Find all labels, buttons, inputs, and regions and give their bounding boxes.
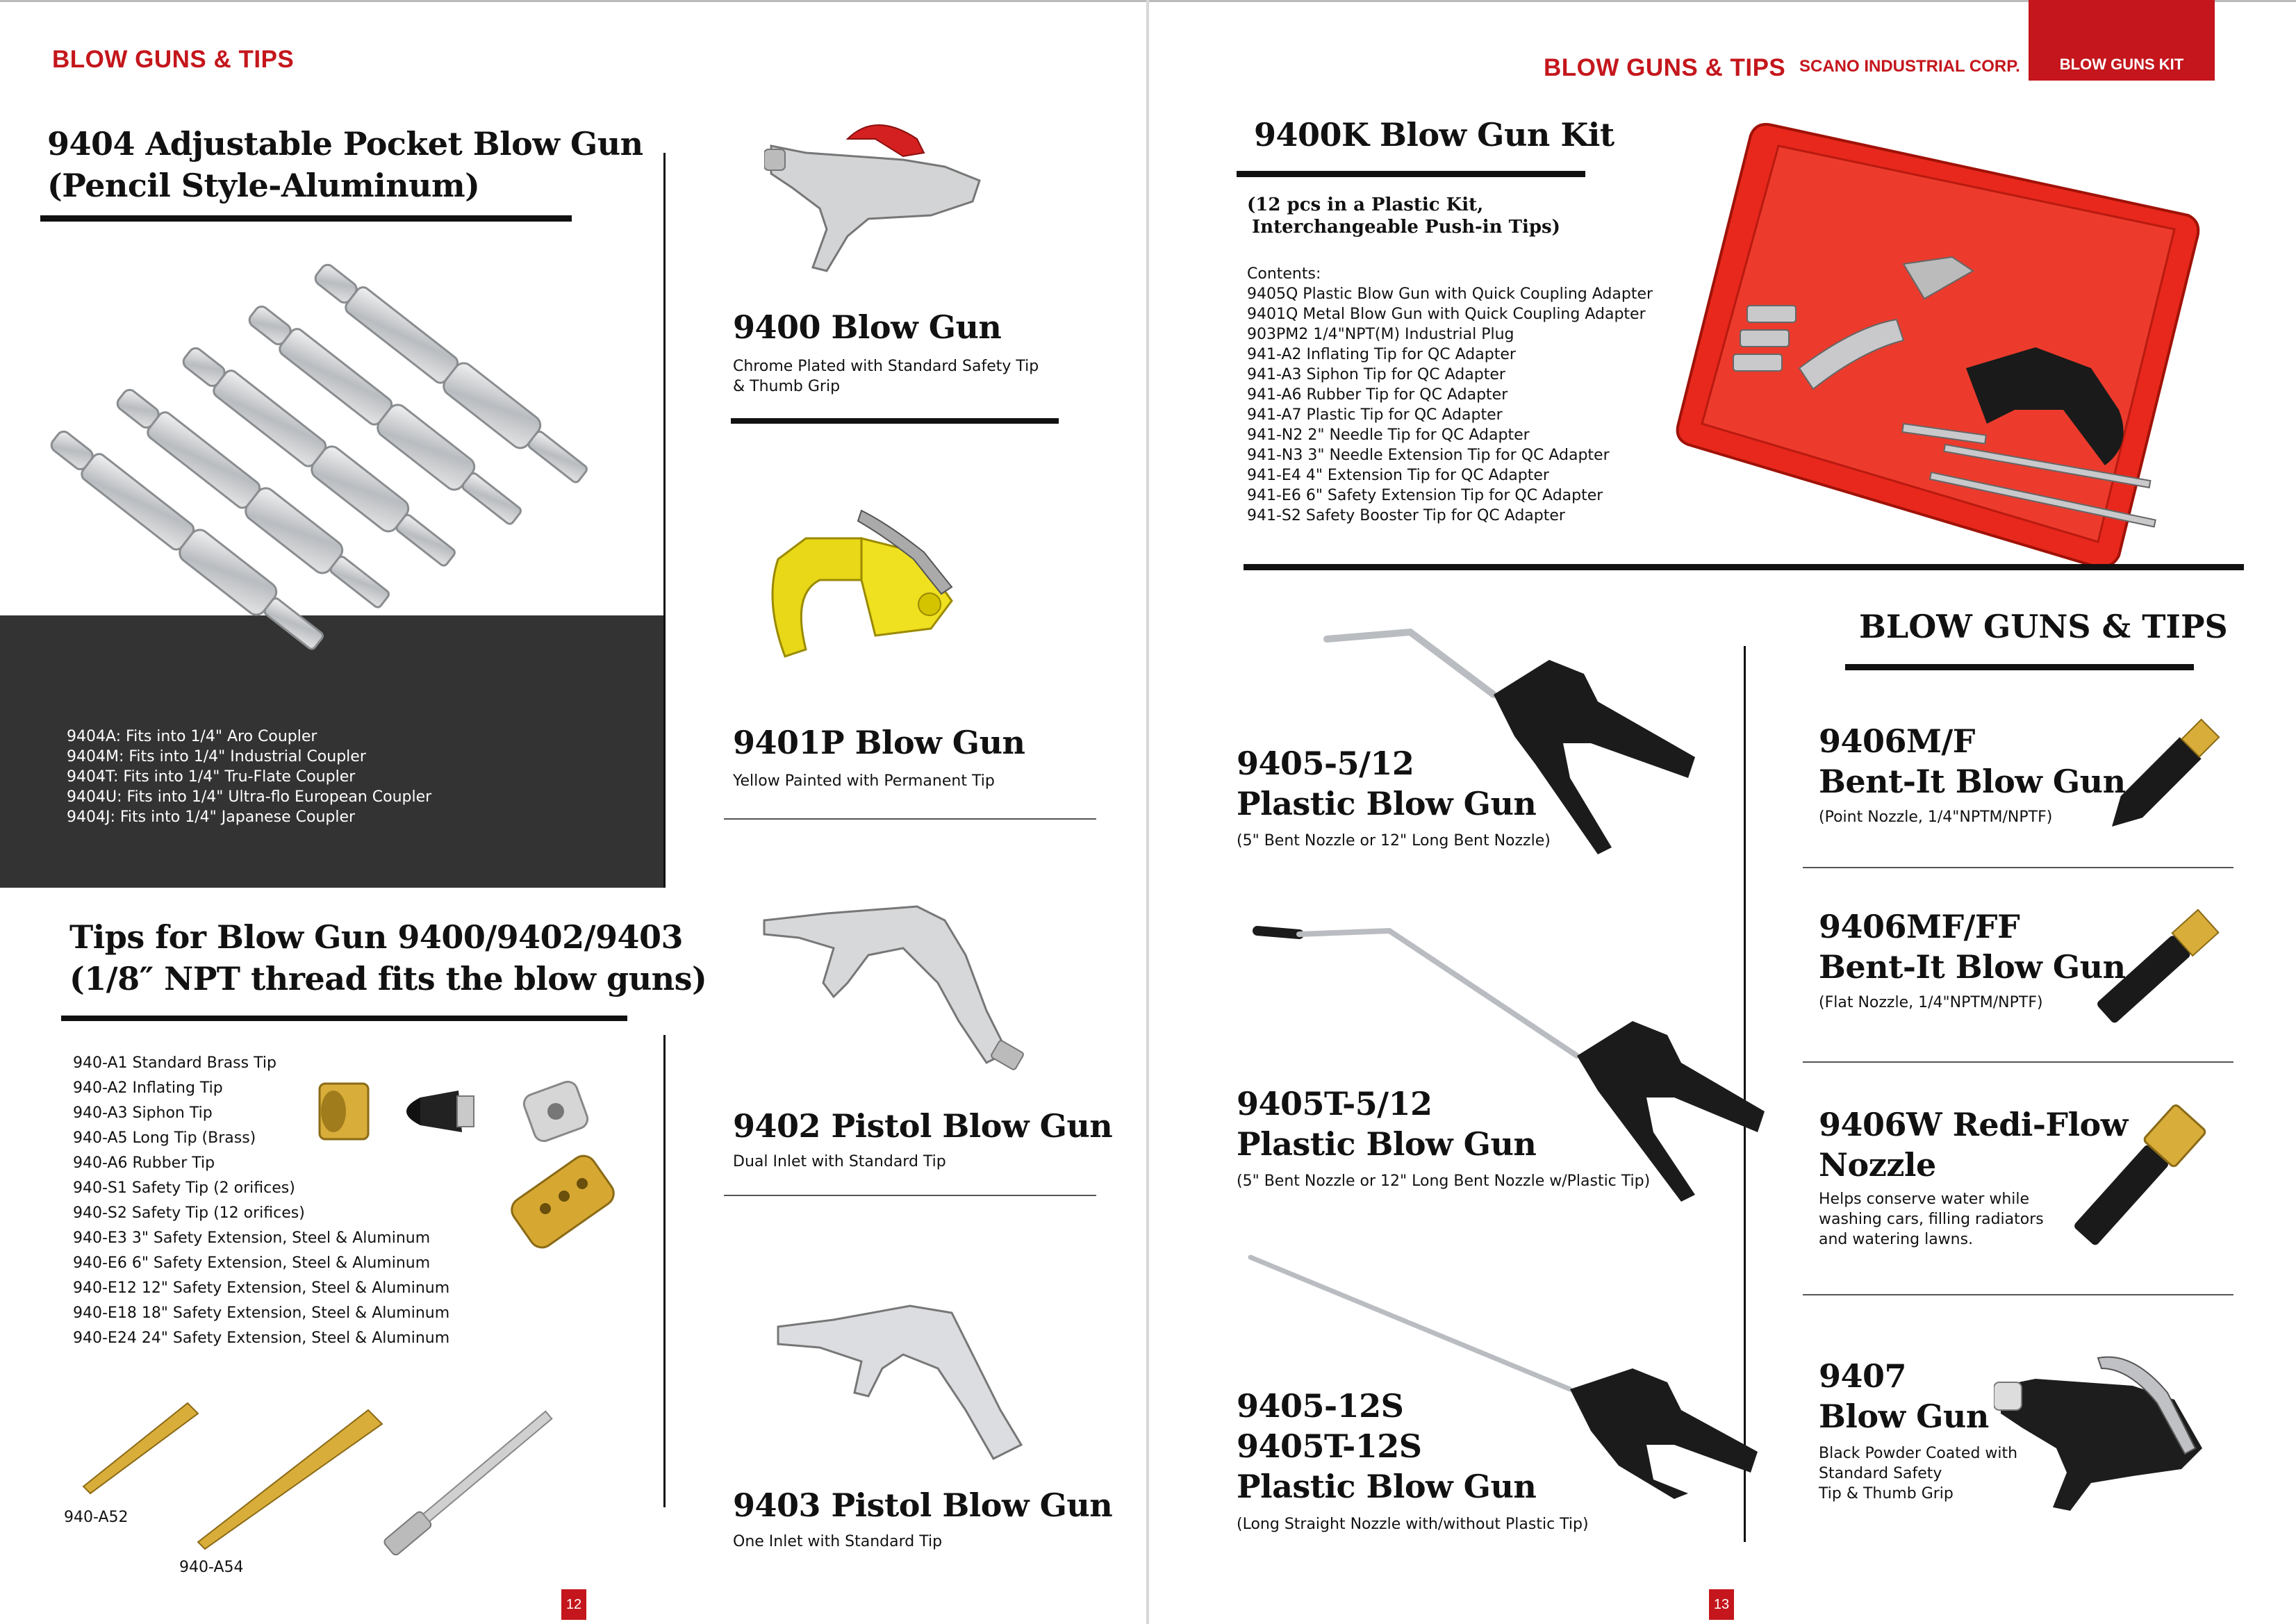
p9406mf-title-line1: 9406M/F bbox=[1819, 722, 1975, 760]
list-item: 940-A1 Standard Brass Tip bbox=[73, 1054, 276, 1072]
p9402-title: 9402 Pistol Blow Gun bbox=[733, 1107, 1113, 1145]
rubber-tip-icon bbox=[406, 1091, 474, 1132]
label-940-a52: 940-A52 bbox=[64, 1509, 129, 1526]
long-tips-image bbox=[69, 1382, 597, 1570]
p9405t-desc: (5" Bent Nozzle or 12" Long Bent Nozzle w/Plastic Tip) bbox=[1237, 1173, 1651, 1190]
list-item: 940-E18 18" Safety Extension, Steel & Aluminum bbox=[73, 1304, 450, 1322]
p9406mfff-desc: (Flat Nozzle, 1/4"NPTM/NPTF) bbox=[1819, 994, 2043, 1011]
p9406mf-divider bbox=[1803, 867, 2233, 868]
list-item: 940-A5 Long Tip (Brass) bbox=[73, 1129, 256, 1147]
list-item: 9404T: Fits into 1/4" Tru-Flate Coupler bbox=[67, 768, 356, 786]
list-item: 940-E3 3" Safety Extension, Steel & Aluminum bbox=[73, 1229, 431, 1247]
p9406mfff-title-line2: Bent-It Blow Gun bbox=[1819, 948, 2126, 986]
p9403-title: 9403 Pistol Blow Gun bbox=[733, 1486, 1113, 1524]
list-item: 9404M: Fits into 1/4" Industrial Coupler bbox=[67, 748, 366, 765]
p9401p-divider bbox=[724, 818, 1096, 820]
p9405-12s-title-line2: 9405T-12S bbox=[1237, 1427, 1422, 1465]
bent-it-flat-nozzle-image bbox=[2091, 903, 2251, 1028]
list-item: 941-N2 2" Needle Tip for QC Adapter bbox=[1247, 426, 1530, 444]
p9406w-title-line2: Nozzle bbox=[1819, 1146, 1936, 1184]
redi-flow-nozzle-image bbox=[2070, 1097, 2237, 1250]
list-item: 940-E6 6" Safety Extension, Steel & Aluminum bbox=[73, 1254, 431, 1272]
list-item: 940-A2 Inflating Tip bbox=[73, 1079, 223, 1097]
p9403-desc: One Inlet with Standard Tip bbox=[733, 1533, 943, 1550]
right-section-underline bbox=[1845, 664, 2194, 670]
p9402-desc: Dual Inlet with Standard Tip bbox=[733, 1153, 946, 1170]
p9405-title-line2: Plastic Blow Gun bbox=[1237, 785, 1537, 822]
p9406w-divider bbox=[1803, 1294, 2233, 1295]
p9405-desc: (5" Bent Nozzle or 12" Long Bent Nozzle) bbox=[1237, 832, 1551, 850]
blow-gun-9400-image bbox=[764, 97, 1000, 278]
list-item: 941-A2 Inflating Tip for QC Adapter bbox=[1247, 346, 1516, 363]
p9400-title: 9400 Blow Gun bbox=[733, 308, 1002, 346]
page-number: 12 bbox=[565, 1597, 582, 1612]
p9404-title-line2: (Pencil Style-Aluminum) bbox=[47, 167, 480, 204]
p9406w-desc-line1: Helps conserve water while bbox=[1819, 1191, 2030, 1208]
list-item: 9405Q Plastic Blow Gun with Quick Coupling Adapter bbox=[1247, 285, 1653, 303]
right-page-number-badge bbox=[1709, 1589, 1734, 1620]
p9400-desc-line2: & Thumb Grip bbox=[733, 378, 841, 395]
list-item: 941-E6 6" Safety Extension Tip for QC Adapter bbox=[1247, 487, 1603, 504]
p9405-12s-desc: (Long Straight Nozzle with/without Plastic Tip) bbox=[1237, 1516, 1589, 1533]
p9400-desc-line1: Chrome Plated with Standard Safety Tip bbox=[733, 358, 1039, 375]
section-tab-label: BLOW GUNS KIT bbox=[2059, 56, 2184, 73]
p9405-title-line1: 9405-5/12 bbox=[1237, 745, 1414, 782]
page-fold bbox=[1146, 0, 1149, 1624]
blow-gun-9401p-image bbox=[764, 497, 1000, 684]
bent-it-point-nozzle-image bbox=[2098, 715, 2251, 840]
kit-contents-label: Contents: bbox=[1247, 265, 1321, 283]
list-item: 940-A6 Rubber Tip bbox=[73, 1154, 215, 1172]
kit-title: 9400K Blow Gun Kit bbox=[1254, 116, 1614, 154]
p9400-underline bbox=[731, 418, 1059, 424]
list-item: 940-E24 24" Safety Extension, Steel & Aluminum bbox=[73, 1329, 450, 1347]
p9405-12s-title-line3: Plastic Blow Gun bbox=[1237, 1468, 1537, 1505]
page-number: 13 bbox=[1713, 1597, 1730, 1612]
kit-section-underline bbox=[1244, 564, 2244, 570]
list-item: 941-E4 4" Extension Tip for QC Adapter bbox=[1247, 467, 1549, 484]
p9401p-title: 9401P Blow Gun bbox=[733, 724, 1025, 761]
right-header: BLOW GUNS & TIPS bbox=[1544, 54, 1786, 81]
list-item: 903PM2 1/4"NPT(M) Industrial Plug bbox=[1247, 326, 1514, 343]
p9406mfff-divider bbox=[1803, 1061, 2233, 1063]
p9407-desc-line3: Tip & Thumb Grip bbox=[1819, 1485, 1954, 1502]
list-item: 941-A3 Siphon Tip for QC Adapter bbox=[1247, 366, 1505, 383]
list-item: 9401Q Metal Blow Gun with Quick Coupling Adapter bbox=[1247, 306, 1646, 323]
left-col-divider-top bbox=[663, 153, 666, 888]
p9407-title-line1: 9407 bbox=[1819, 1357, 1907, 1395]
kit-title-underline bbox=[1237, 171, 1585, 177]
list-item: 941-S2 Safety Booster Tip for QC Adapter bbox=[1247, 507, 1565, 524]
p9406mf-title-line2: Bent-It Blow Gun bbox=[1819, 763, 2126, 800]
p9405t-title-line1: 9405T-5/12 bbox=[1237, 1085, 1432, 1122]
list-item: 941-N3 3" Needle Extension Tip for QC Adapter bbox=[1247, 447, 1610, 464]
list-item: 941-A6 Rubber Tip for QC Adapter bbox=[1247, 386, 1508, 404]
kit-subtitle-line1: (12 pcs in a Plastic Kit, bbox=[1247, 194, 1484, 215]
p9406w-desc-line3: and watering lawns. bbox=[1819, 1231, 1974, 1248]
right-section-title: BLOW GUNS & TIPS bbox=[1859, 608, 2228, 645]
blow-gun-9407-image bbox=[1994, 1344, 2244, 1525]
list-item: 940-E12 12" Safety Extension, Steel & Aluminum bbox=[73, 1279, 450, 1297]
tips-image bbox=[306, 1070, 639, 1306]
left-col-divider-bottom bbox=[663, 1035, 666, 1507]
company-name: SCANO INDUSTRIAL CORP. bbox=[1799, 57, 2020, 76]
p9405t-title-line2: Plastic Blow Gun bbox=[1237, 1125, 1537, 1163]
p9401p-desc: Yellow Painted with Permanent Tip bbox=[733, 772, 995, 790]
p9406mfff-title-line1: 9406MF/FF bbox=[1819, 908, 2020, 945]
p9402-divider bbox=[724, 1195, 1096, 1196]
tips-title-line1: Tips for Blow Gun 9400/9402/9403 bbox=[69, 918, 684, 956]
p9406mf-desc: (Point Nozzle, 1/4"NPTM/NPTF) bbox=[1819, 809, 2053, 826]
safety-tip-icon bbox=[507, 1151, 619, 1252]
list-item: 9404J: Fits into 1/4" Japanese Coupler bbox=[67, 809, 356, 826]
siphon-tip-icon bbox=[521, 1079, 590, 1143]
p9407-title-line2: Blow Gun bbox=[1819, 1398, 1989, 1435]
p9405-12s-title-line1: 9405-12S bbox=[1237, 1387, 1404, 1425]
p9404-title-underline bbox=[40, 215, 572, 222]
kit-subtitle-line2: Interchangeable Push-in Tips) bbox=[1252, 217, 1560, 238]
list-item: 940-S1 Safety Tip (2 orifices) bbox=[73, 1179, 295, 1197]
p9407-desc-line1: Black Powder Coated with bbox=[1819, 1445, 2018, 1462]
list-item: 940-S2 Safety Tip (12 orifices) bbox=[73, 1204, 305, 1222]
kit-contents-list bbox=[1247, 284, 1653, 526]
pencil-blow-guns-image bbox=[49, 257, 646, 715]
kit-case-image bbox=[1674, 118, 2202, 570]
list-item: 9404A: Fits into 1/4" Aro Coupler bbox=[67, 728, 317, 745]
list-item: 9404U: Fits into 1/4" Ultra-flo European Coupler bbox=[67, 788, 432, 806]
p9404-variant-list bbox=[67, 727, 431, 827]
brass-tip-icon bbox=[320, 1084, 368, 1139]
blow-gun-9405t-image bbox=[1250, 917, 1778, 1209]
p9407-desc-line2: Standard Safety bbox=[1819, 1465, 1942, 1482]
label-940-a54: 940-A54 bbox=[179, 1559, 244, 1576]
blow-gun-9402-image bbox=[757, 872, 1035, 1080]
list-item: 940-A3 Siphon Tip bbox=[73, 1104, 213, 1122]
tips-title-line2: (1/8″ NPT thread fits the blow guns) bbox=[69, 960, 707, 997]
blow-gun-9403-image bbox=[771, 1264, 1042, 1473]
tips-title-underline bbox=[61, 1016, 627, 1021]
left-header: BLOW GUNS & TIPS bbox=[52, 46, 295, 73]
page-number-badge bbox=[561, 1589, 586, 1620]
list-item: 941-A7 Plastic Tip for QC Adapter bbox=[1247, 406, 1503, 424]
p9406w-desc-line2: washing cars, filling radiators bbox=[1819, 1211, 2044, 1228]
p9404-title-line1: 9404 Adjustable Pocket Blow Gun bbox=[47, 125, 643, 163]
p9406w-title-line1: 9406W Redi-Flow bbox=[1819, 1106, 2128, 1143]
